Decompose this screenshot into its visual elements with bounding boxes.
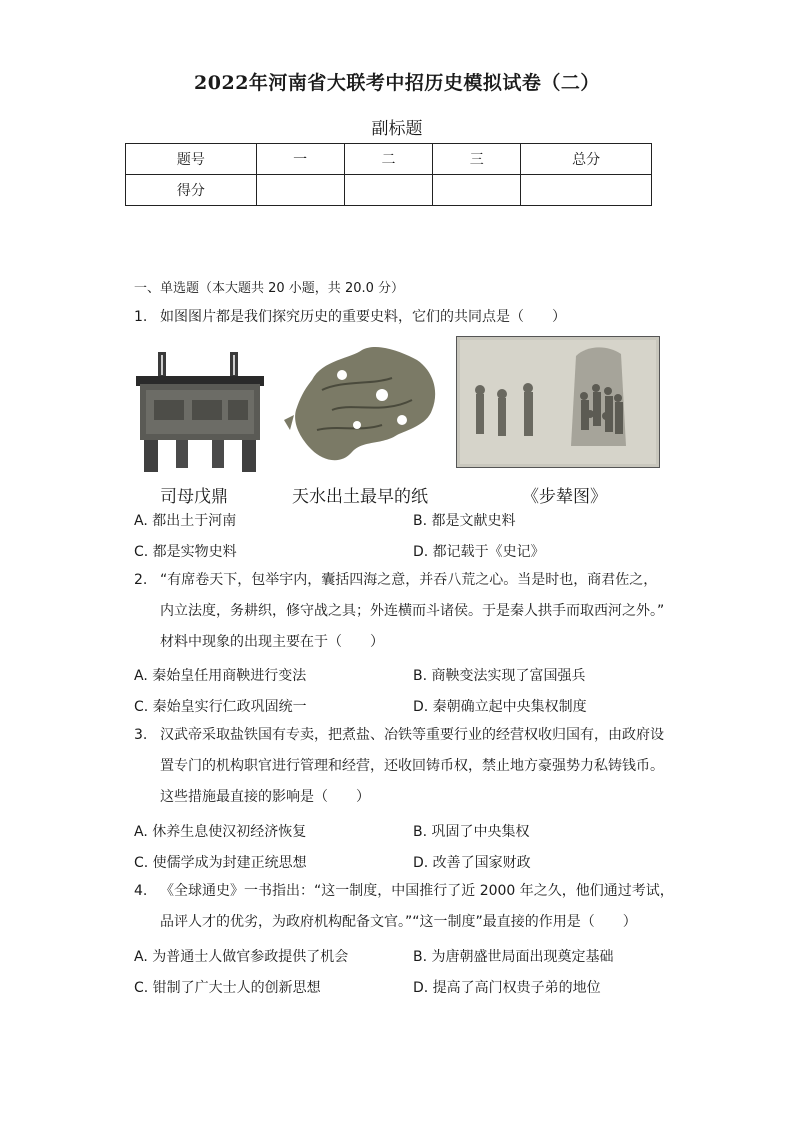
page-title: 2022年河南省大联考中招历史模拟试卷（二）: [194, 72, 600, 94]
option-c: C. 钳制了广大士人的创新思想: [134, 980, 321, 996]
option-d: D. 改善了国家财政: [413, 855, 531, 871]
painting-image: [456, 336, 660, 468]
option-b: B. 为唐朝盛世局面出现奠定基础: [413, 949, 614, 965]
score-header-cell: 总分: [521, 144, 652, 175]
question-4-stem: [134, 876, 674, 938]
option-c: C. 使儒学成为封建正统思想: [134, 855, 307, 871]
question-line: “有席卷天下，包举宇内，囊括四海之意，并吞八荒之心。当是时也，商君佐之，: [160, 572, 658, 588]
question-1-figures: [132, 336, 662, 506]
question-number: 4.: [134, 883, 148, 899]
score-table: [125, 143, 652, 206]
question-line: 《全球通史》一书指出：“这一制度，中国推行了近 2000 年之久，他们通过考试，: [160, 883, 674, 899]
question-2-stem: [134, 565, 674, 658]
question-line: 这些措施最直接的影响是（ ）: [160, 789, 370, 805]
score-header-cell: 题号: [126, 144, 257, 175]
page-subtitle: 副标题: [371, 119, 423, 139]
option-d: D. 秦朝确立起中央集权制度: [413, 699, 587, 715]
question-line: 材料中现象的出现主要在于（ ）: [160, 634, 384, 650]
score-cell: [433, 175, 521, 206]
score-table-header-row: [126, 144, 652, 175]
question-1-stem: [134, 302, 674, 333]
question-number: 2.: [134, 572, 148, 588]
question-line: 内立法度，务耕织，修守战之具；外连横而斗诸侯。于是秦人拱手而取西河之外。”: [160, 603, 665, 619]
score-row-label: 得分: [126, 175, 257, 206]
section-heading: 一、单选题（本大题共 20 小题，共 20.0 分）: [134, 281, 405, 296]
option-b: B. 巩固了中央集权: [413, 824, 530, 840]
score-header-cell: 二: [344, 144, 433, 175]
question-line: 品评人才的优劣，为政府机构配备文官。”“这一制度”最直接的作用是（ ）: [160, 914, 637, 930]
option-b: B. 商鞅变法实现了富国强兵: [413, 668, 586, 684]
option-c: C. 都是实物史料: [134, 544, 237, 560]
paper-fragment-image: [282, 340, 442, 475]
option-c: C. 秦始皇实行仁政巩固统一: [134, 699, 307, 715]
figure-caption: 司母戊鼎: [160, 487, 228, 507]
question-number: 3.: [134, 727, 148, 743]
score-cell: [521, 175, 652, 206]
question-number: 1.: [134, 309, 148, 325]
question-line: 置专门的机构职官进行管理和经营，还收回铸币权，禁止地方豪强势力私铸钱币。: [160, 758, 664, 774]
question-3-stem: [134, 720, 674, 813]
score-header-cell: 一: [256, 144, 344, 175]
cauldron-image: [132, 350, 268, 475]
option-b: B. 都是文献史料: [413, 513, 516, 529]
option-d: D. 提高了高门权贵子弟的地位: [413, 980, 601, 996]
score-header-cell: 三: [433, 144, 521, 175]
score-cell: [256, 175, 344, 206]
score-table-score-row: [126, 175, 652, 206]
question-line: 汉武帝采取盐铁国有专卖，把煮盐、冶铁等重要行业的经营权收归国有，由政府设: [160, 727, 664, 743]
figure-caption: 《步辇图》: [522, 487, 607, 507]
option-a: A. 休养生息使汉初经济恢复: [134, 824, 307, 840]
option-d: D. 都记载于《史记》: [413, 544, 545, 560]
option-a: A. 秦始皇任用商鞅进行变法: [134, 668, 307, 684]
option-a: A. 为普通士人做官参政提供了机会: [134, 949, 349, 965]
question-line: 如图图片都是我们探究历史的重要史料，它们的共同点是（ ）: [160, 309, 566, 325]
score-cell: [344, 175, 433, 206]
option-a: A. 都出土于河南: [134, 513, 237, 529]
figure-caption: 天水出土最早的纸: [292, 487, 428, 507]
